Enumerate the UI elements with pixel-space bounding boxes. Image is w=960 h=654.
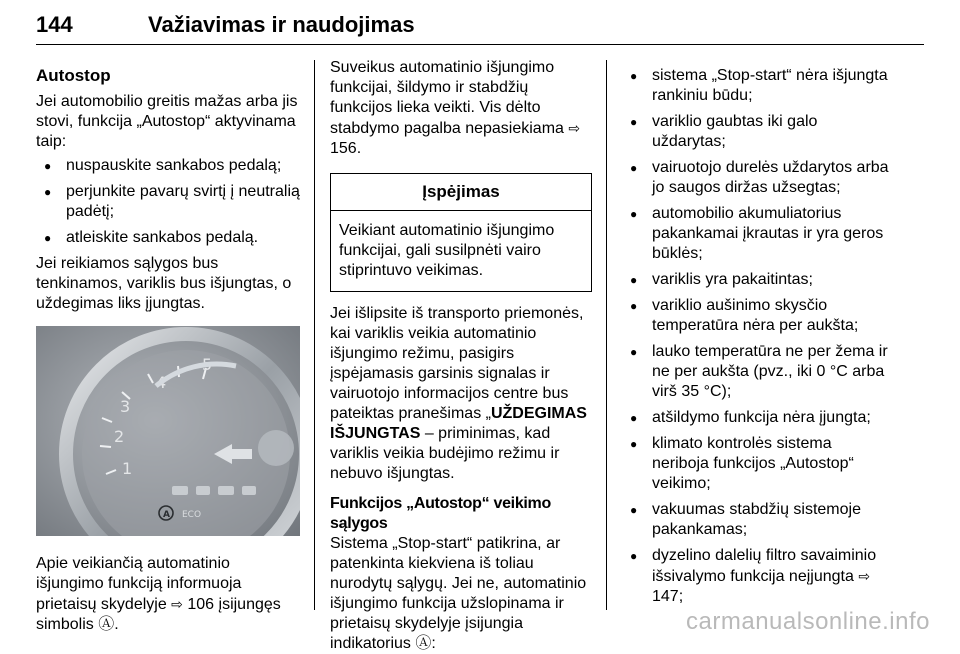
page-reference-arrow-icon: ⇨	[858, 568, 871, 584]
page-reference: 106	[187, 596, 215, 613]
list-item: ● sistema „Stop-start“ nėra išjungta rankiniu būdu;	[622, 66, 890, 106]
subsection-heading: Funkcijos „Autostop“ veikimo sąlygos	[330, 495, 551, 532]
list-item: ● variklio gaubtas iki galo uždarytas;	[622, 112, 890, 152]
page-reference: 156	[330, 140, 357, 157]
list-item: ● vakuumas stabdžių sistemoje pakankamas;	[622, 500, 890, 540]
column-middle	[330, 58, 592, 654]
page-reference-arrow-icon: ⇨	[568, 120, 581, 136]
gauge-number: 1	[122, 459, 133, 478]
list-item: ● variklis yra pakaitintas;	[622, 270, 890, 290]
paragraph-text: :	[431, 635, 436, 652]
list-item-text: dyzelino dalelių filtro savaiminio išsivalymo funkcija neįjungta	[652, 547, 877, 585]
list-item-text: ;	[678, 588, 684, 605]
warning-box	[330, 173, 592, 292]
autostop-indicator-icon: Ⓐ	[415, 635, 432, 652]
paragraph: Suveikus automatinio išjungimo funkcijai, šildymo ir stabdžių funkcijos lieka veikti. Vis dėlto stabdymo pagalba nepasiekiama ⇨ 156.	[330, 59, 581, 157]
chapter-title: Važiavimas ir naudojimas	[148, 12, 415, 37]
list-item: ● variklio aušinimo skysčio temperatūra nėra per aukšta;	[622, 296, 890, 336]
list-item: ● lauko temperatūra ne per žema ir ne per aukšta (pvz., iki 0 °C arba virš 35 °C);	[622, 342, 890, 402]
paragraph-text: Suveikus automatinio išjungimo funkcijai, šildymo ir stabdžių funkcijos lieka veikti. Vis dėlto stabdymo pagalba nepasiekiama	[330, 59, 569, 137]
intro-paragraph: Jei automobilio greitis mažas arba jis stovi, funkcija „Autostop“ aktyvinama taip:	[36, 93, 298, 150]
list-item: ● klimato kontrolės sistema neriboja funkcijos „Autostop“ veikimo;	[622, 434, 890, 494]
gauge-number: 5	[202, 355, 213, 374]
gauge-number: 2	[114, 427, 125, 446]
result-paragraph: Jei reikiamos sąlygos bus tenkinamos, variklis bus išjungtas, o uždegimas liks įjungtas.	[36, 255, 292, 312]
section-heading: Autostop	[36, 66, 111, 85]
autostop-a-icon: Ⓐ	[98, 616, 115, 633]
page-reference: 147	[652, 588, 679, 605]
gauge-number: 4	[156, 373, 167, 392]
conditions-list	[622, 66, 890, 607]
paragraph-text: – priminimas, kad variklis veikia budėjimo režimu ir nebuvo išjungtas.	[330, 425, 560, 482]
list-item: ● perjunkite pavarų svirtį į neutralią padėtį;	[36, 182, 300, 222]
column-right	[622, 58, 890, 613]
list-item: ● nuspauskite sankabos pedalą;	[36, 156, 300, 176]
watermark: carmanualsonline.info	[686, 608, 930, 635]
column-left	[36, 58, 300, 635]
instrument-cluster-photo	[36, 326, 300, 536]
list-item: ● atleiskite sankabos pedalą.	[36, 228, 300, 248]
paragraph	[330, 534, 592, 654]
gauge-number: 3	[120, 397, 131, 416]
list-item: ● automobilio akumuliatorius pakankamai įkrautas ir yra geros būklės;	[622, 204, 890, 264]
caption-text: įsijungęs simbolis	[36, 596, 281, 633]
page-number: 144	[36, 12, 73, 37]
paragraph-text: Sistema „Stop-start“ patikrina, ar patenkinta kiekviena iš toliau nurodytų sąlygų. Jei ne, automatinio išjungimo funkcija užslopinama ir prietaisų skydelyje įsijungia indikatorius	[330, 535, 587, 652]
list-item: ● vairuotojo durelės uždarytos arba jo saugos diržas užsegtas;	[622, 158, 890, 198]
warning-text: Veikiant automatinio išjungimo funkcijai, gali susilpnėti vairo stiprintuvo veikimas.	[339, 222, 555, 279]
message-text: UŽDEGIMAS IŠJUNGTAS	[330, 405, 587, 442]
caption-text: Apie veikiančią automatinio išjungimo funkciją informuoja prietaisų skydelyje	[36, 555, 242, 613]
column-divider	[314, 60, 315, 610]
eco-label: ECO	[182, 510, 202, 520]
column-divider	[606, 60, 607, 610]
list-item	[622, 546, 890, 607]
paragraph	[330, 304, 592, 484]
list-item: ● atšildymo funkcija nėra įjungta;	[622, 408, 890, 428]
page-header	[36, 10, 924, 45]
svg-text:A: A	[163, 510, 170, 520]
page-reference-arrow-icon: ⇨	[171, 596, 183, 612]
figure-caption: Apie veikiančią automatinio išjungimo funkciją informuoja prietaisų skydelyje ⇨ 106 įsijungęs simbolis Ⓐ.	[36, 555, 281, 633]
steps-list	[36, 156, 300, 248]
warning-title: Įspėjimas	[331, 174, 591, 211]
paragraph-text: Jei išlipsite iš transporto priemonės, kai variklis veikia automatinio išjungimo režimu, pasigirs įspėjamasis garsinis signalas ir vairuotojo informacijos centre bus pateiktas pranešimas „	[330, 305, 584, 422]
